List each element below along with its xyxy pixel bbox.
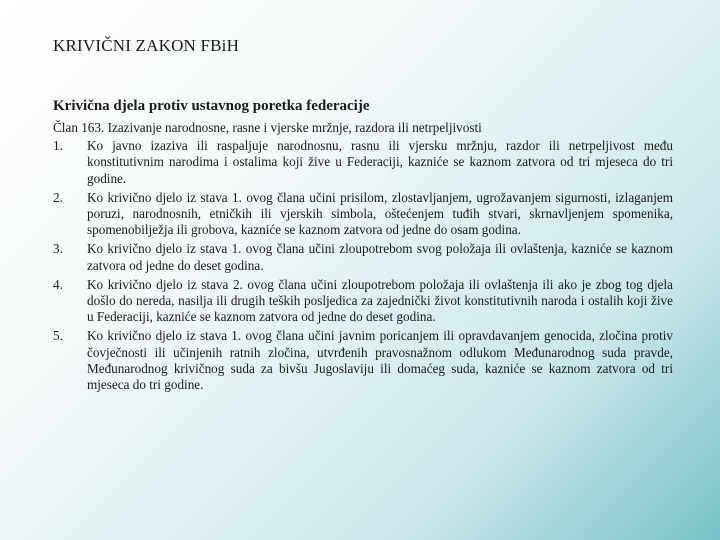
item-text: Ko javno izaziva ili raspaljuje narodnosnu, rasnu ili vjersku mržnju, razdor ili netrpeljivost među konstitutivnim narodima i ostalima koji žive u Federaciji, kazniće se kaznom zatvora od tri mjeseca do tri godine. xyxy=(87,138,673,186)
list-item xyxy=(53,328,673,393)
list-item xyxy=(53,277,673,326)
item-number: 4. xyxy=(53,276,63,292)
item-number: 3. xyxy=(53,241,63,257)
article-heading: Član 163. Izazivanje narodnosne, rasne i vjerske mržnje, razdora ili netrpeljivosti xyxy=(53,120,482,135)
slide-title: KRIVIČNI ZAKON FBiH xyxy=(53,36,240,55)
paragraph-list xyxy=(53,138,673,393)
item-number: 1. xyxy=(53,138,63,154)
item-number: 5. xyxy=(53,328,63,344)
item-text: Ko krivično djelo iz stava 1. ovog člana učini javnim poricanjem ili opravdavanjem genocida, zločina protiv čovječnosti ili učinjenih ratnih zločina, utvrđenih pravosnažnom odlukom Međunarodnog suda pravde, Međunarodnog krivičnog suda za bivšu Jugoslaviju ili domaćeg suda, kazniće se kaznom zatvora od tri mjeseca do tri godine. xyxy=(87,328,673,393)
item-number: 2. xyxy=(53,189,63,205)
list-item xyxy=(53,138,673,187)
item-text: Ko krivično djelo iz stava 2. ovog člana učini zloupotrebom položaja ili ovlaštenja ili ako je zbog tog djela došlo do nereda, nasilja ili drugih teških posljedica za zajednički život konstitutivnih naroda i ostalih koji žive u Federaciji, kazniće se kaznom zatvora od jedne do deset godina. xyxy=(87,276,673,325)
slide-content xyxy=(53,96,673,396)
item-text: Ko krivično djelo iz stava 1. ovog člana učini zloupotrebom svog položaja ili ovlaštenja, kazniće se kaznom zatvora od jedne do deset godina. xyxy=(87,241,673,273)
list-item xyxy=(53,190,673,239)
list-item xyxy=(53,241,673,273)
item-text: Ko krivično djelo iz stava 1. ovog člana učini prisilom, zlostavljanjem, ugrožavanjem sigurnosti, izlaganjem poruzi, narodnosnih, etničkih ili vjerskih simbola, oštećenjem tuđih stvari, skrnavljenjem spomenika, spomenobilježja ili grobova, kazniće se kaznom zatvora od jedne do osam godina. xyxy=(87,189,673,238)
section-subtitle: Krivična djela protiv ustavnog poretka federacije xyxy=(53,98,370,114)
